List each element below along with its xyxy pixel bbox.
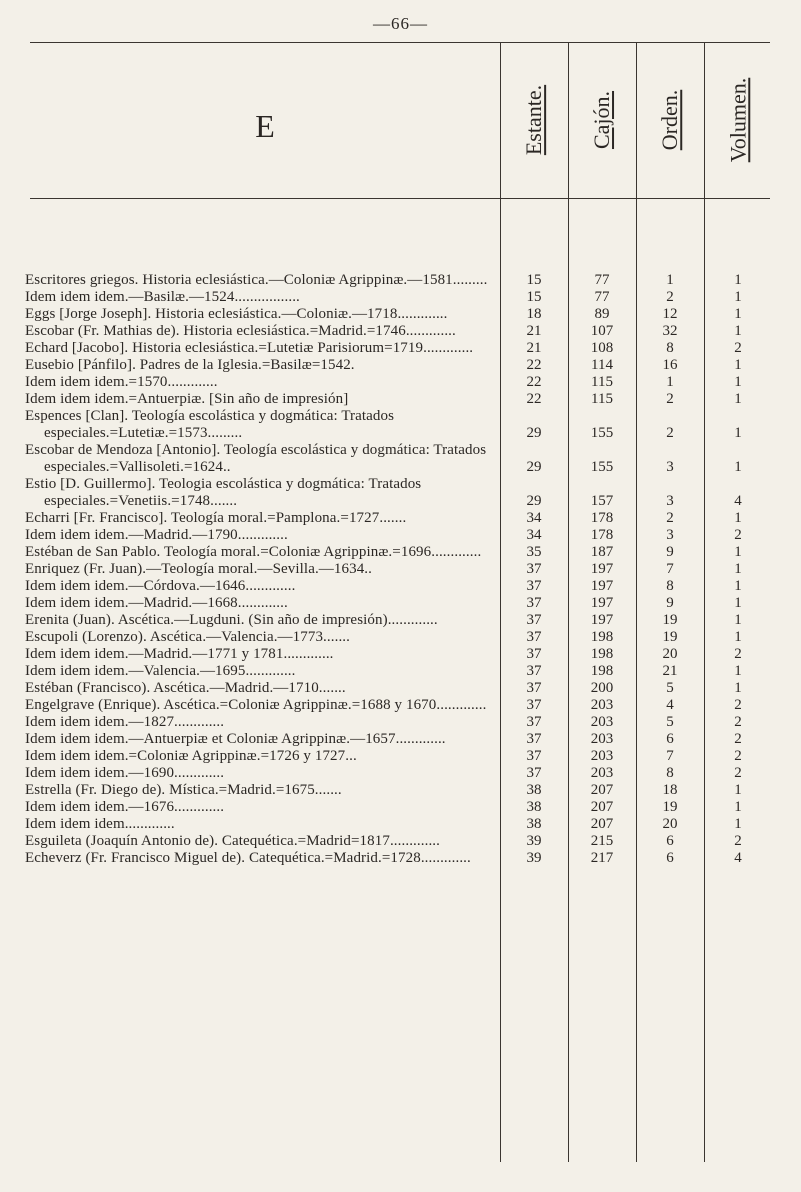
entry-title: Estrella (Fr. Diego de). Mística.=Madrid.=1675....... <box>25 782 342 798</box>
entry-orden: 3 <box>666 493 674 509</box>
entry-cajon: 198 <box>590 629 614 645</box>
entry-estante: 37 <box>526 578 542 594</box>
catalog-entry <box>0 289 801 306</box>
catalog-entry <box>0 646 801 663</box>
entry-orden: 8 <box>666 765 674 781</box>
entry-volumen: 4 <box>734 493 742 509</box>
entry-orden: 2 <box>666 425 674 441</box>
catalog-entry <box>0 578 801 595</box>
entry-volumen: 1 <box>734 459 742 475</box>
catalog-entry <box>0 408 801 442</box>
column-header-volumen: Volumen. <box>725 77 751 163</box>
entry-volumen: 1 <box>734 544 742 560</box>
entry-estante: 37 <box>526 731 542 747</box>
entry-volumen: 1 <box>734 425 742 441</box>
entry-estante: 15 <box>526 289 542 305</box>
entry-title: Idem idem idem.—Madrid.—1771 y 1781............. <box>25 646 334 662</box>
entry-cajon: 207 <box>590 782 614 798</box>
entry-cajon: 115 <box>591 374 613 390</box>
entry-volumen: 1 <box>734 578 742 594</box>
catalog-entry <box>0 527 801 544</box>
entry-volumen: 2 <box>734 765 742 781</box>
entry-cajon: 207 <box>590 799 614 815</box>
catalog-entry <box>0 323 801 340</box>
entry-cajon: 115 <box>591 391 613 407</box>
entry-orden: 9 <box>666 544 674 560</box>
entry-cajon: 197 <box>590 595 614 611</box>
entry-estante: 37 <box>526 663 542 679</box>
entry-cajon: 155 <box>590 425 614 441</box>
entry-title: Idem idem idem.—1676............. <box>25 799 225 815</box>
header-bottom-rule <box>30 198 770 199</box>
catalog-entry <box>0 357 801 374</box>
entry-orden: 7 <box>666 748 674 764</box>
entry-cajon: 215 <box>590 833 614 849</box>
catalog-entry <box>0 731 801 748</box>
catalog-entry <box>0 680 801 697</box>
entry-cajon: 197 <box>590 561 614 577</box>
entry-estante: 22 <box>526 357 542 373</box>
catalog-entry <box>0 544 801 561</box>
entry-estante: 37 <box>526 714 542 730</box>
entry-title: Estéban (Francisco). Ascética.—Madrid.—1710....... <box>25 680 346 696</box>
catalog-entry <box>0 612 801 629</box>
catalog-entry <box>0 595 801 612</box>
entry-cajon: 157 <box>590 493 614 509</box>
entry-volumen: 1 <box>734 289 742 305</box>
entry-title: Echeverz (Fr. Francisco Miguel de). Catequética.=Madrid.=1728............. <box>25 850 471 866</box>
entry-cajon: 108 <box>590 340 614 356</box>
entry-estante: 35 <box>526 544 542 560</box>
entry-volumen: 2 <box>734 833 742 849</box>
entry-volumen: 1 <box>734 391 742 407</box>
catalog-entry <box>0 782 801 799</box>
entry-volumen: 2 <box>734 731 742 747</box>
entry-orden: 3 <box>666 459 674 475</box>
entry-estante: 15 <box>526 272 542 288</box>
entry-estante: 39 <box>526 833 542 849</box>
entry-estante: 38 <box>526 816 542 832</box>
entry-cajon: 155 <box>590 459 614 475</box>
entry-cajon: 107 <box>590 323 614 339</box>
catalog-entry <box>0 799 801 816</box>
entry-title: Idem idem idem.—Madrid.—1668............. <box>25 595 288 611</box>
entry-estante: 37 <box>526 765 542 781</box>
entry-title: Idem idem idem.=Antuerpiæ. [Sin año de impresión] <box>25 391 349 407</box>
entry-orden: 8 <box>666 578 674 594</box>
entry-estante: 37 <box>526 595 542 611</box>
entry-volumen: 1 <box>734 595 742 611</box>
entry-volumen: 2 <box>734 646 742 662</box>
entry-estante: 34 <box>526 527 542 543</box>
entry-volumen: 2 <box>734 340 742 356</box>
entry-estante: 37 <box>526 697 542 713</box>
entry-title: Espences [Clan]. Teología escolástica y dogmática: Tratados especiales.=Lutetiæ.=1573......... <box>25 408 395 441</box>
entry-estante: 21 <box>526 340 542 356</box>
catalog-entry <box>0 442 801 476</box>
entry-volumen: 1 <box>734 374 742 390</box>
entry-estante: 38 <box>526 782 542 798</box>
entry-orden: 2 <box>666 391 674 407</box>
entry-estante: 37 <box>526 680 542 696</box>
entry-title: Escobar de Mendoza [Antonio]. Teología escolástica y dogmática: Tratados especiales.=Vallisoleti.=1624.. <box>25 442 487 475</box>
entry-cajon: 203 <box>590 697 614 713</box>
entry-orden: 20 <box>662 816 678 832</box>
entry-title: Idem idem idem.—Valencia.—1695............. <box>25 663 296 679</box>
entry-estante: 29 <box>526 459 542 475</box>
entry-volumen: 2 <box>734 697 742 713</box>
entry-cajon: 197 <box>590 578 614 594</box>
entry-title: Engelgrave (Enrique). Ascética.=Coloniæ Agrippinæ.=1688 y 1670............. <box>25 697 487 713</box>
entry-title: Eggs [Jorge Joseph]. Historia eclesiástica.—Coloniæ.—1718............. <box>25 306 448 322</box>
entry-estante: 34 <box>526 510 542 526</box>
column-header-orden: Orden. <box>656 89 682 151</box>
catalog-entry <box>0 850 801 867</box>
entry-title: Erenita (Juan). Ascética.—Lugduni. (Sin año de impresión)............. <box>25 612 438 628</box>
entry-title: Escobar (Fr. Mathias de). Historia eclesiástica.=Madrid.=1746............. <box>25 323 456 339</box>
catalog-entry <box>0 765 801 782</box>
entry-cajon: 178 <box>590 510 614 526</box>
entry-title: Idem idem idem.—Basilæ.—1524................. <box>25 289 300 305</box>
entry-cajon: 178 <box>590 527 614 543</box>
entry-cajon: 89 <box>594 306 610 322</box>
entry-orden: 1 <box>666 272 674 288</box>
catalog-entry <box>0 340 801 357</box>
entry-orden: 3 <box>666 527 674 543</box>
entry-cajon: 203 <box>590 731 614 747</box>
entry-volumen: 1 <box>734 816 742 832</box>
entry-title: Idem idem idem............. <box>25 816 175 832</box>
entry-cajon: 198 <box>590 646 614 662</box>
entry-title: Estéban de San Pablo. Teología moral.=Coloniæ Agrippinæ.=1696............. <box>25 544 482 560</box>
catalog-entry <box>0 833 801 850</box>
entry-estante: 22 <box>526 374 542 390</box>
entry-orden: 8 <box>666 340 674 356</box>
entry-orden: 21 <box>662 663 678 679</box>
entry-volumen: 1 <box>734 629 742 645</box>
catalog-entry <box>0 272 801 289</box>
entry-orden: 6 <box>666 833 674 849</box>
entry-orden: 19 <box>662 799 678 815</box>
column-header-cajon: Cajón. <box>589 90 614 150</box>
entry-estante: 37 <box>526 646 542 662</box>
entry-cajon: 114 <box>591 357 613 373</box>
entry-orden: 1 <box>666 374 674 390</box>
entry-cajon: 198 <box>590 663 614 679</box>
entry-estante: 29 <box>526 425 542 441</box>
entry-title: Eusebio [Pánfilo]. Padres de la Iglesia.=Basilæ=1542. <box>25 357 355 373</box>
entry-orden: 12 <box>662 306 678 322</box>
entry-estante: 39 <box>526 850 542 866</box>
catalog-entry <box>0 306 801 323</box>
entry-orden: 2 <box>666 510 674 526</box>
entry-volumen: 1 <box>734 782 742 798</box>
section-letter: E <box>255 108 275 144</box>
entry-title: Idem idem idem.=Coloniæ Agrippinæ.=1726 y 1727... <box>25 748 357 764</box>
entry-volumen: 1 <box>734 612 742 628</box>
entry-estante: 37 <box>526 748 542 764</box>
entry-volumen: 1 <box>734 306 742 322</box>
entry-volumen: 1 <box>734 272 742 288</box>
column-header-estante: Estante. <box>521 84 547 156</box>
entry-estante: 22 <box>526 391 542 407</box>
entry-orden: 6 <box>666 850 674 866</box>
entry-orden: 16 <box>662 357 678 373</box>
catalog-entry <box>0 629 801 646</box>
entry-cajon: 203 <box>590 714 614 730</box>
entry-orden: 20 <box>662 646 678 662</box>
entry-estante: 37 <box>526 561 542 577</box>
entry-cajon: 77 <box>594 289 610 305</box>
entry-volumen: 4 <box>734 850 742 866</box>
entry-title: Echard [Jacobo]. Historia eclesiástica.=Lutetiæ Parisiorum=1719............. <box>25 340 474 356</box>
entry-orden: 6 <box>666 731 674 747</box>
entry-cajon: 217 <box>590 850 614 866</box>
entry-volumen: 1 <box>734 680 742 696</box>
page-number: —66— <box>373 14 428 33</box>
catalog-entry <box>0 476 801 510</box>
catalog-entry <box>0 697 801 714</box>
entry-orden: 2 <box>666 289 674 305</box>
entry-cajon: 203 <box>590 748 614 764</box>
catalog-entry <box>0 748 801 765</box>
entry-estante: 18 <box>526 306 542 322</box>
entry-estante: 37 <box>526 612 542 628</box>
entry-orden: 5 <box>666 714 674 730</box>
entry-estante: 37 <box>526 629 542 645</box>
entry-orden: 19 <box>662 612 678 628</box>
entry-orden: 18 <box>662 782 678 798</box>
entry-title: Idem idem idem.—Madrid.—1790............. <box>25 527 288 543</box>
entry-volumen: 1 <box>734 663 742 679</box>
entry-orden: 5 <box>666 680 674 696</box>
entry-estante: 38 <box>526 799 542 815</box>
entry-title: Enriquez (Fr. Juan).—Teología moral.—Sevilla.—1634.. <box>25 561 372 577</box>
catalog-entry <box>0 714 801 731</box>
entry-title: Idem idem idem.—1690............. <box>25 765 225 781</box>
entry-orden: 7 <box>666 561 674 577</box>
catalog-entry <box>0 663 801 680</box>
catalog-entry <box>0 374 801 391</box>
entry-orden: 32 <box>662 323 678 339</box>
entry-title: Escritores griegos. Historia eclesiástica.—Coloniæ Agrippinæ.—1581......... <box>25 272 488 288</box>
catalog-entry <box>0 391 801 408</box>
entry-cajon: 187 <box>590 544 614 560</box>
entry-title: Idem idem idem.—1827............. <box>25 714 225 730</box>
catalog-entry <box>0 561 801 578</box>
entry-estante: 29 <box>526 493 542 509</box>
catalog-entries <box>0 272 801 867</box>
entry-cajon: 207 <box>590 816 614 832</box>
entry-cajon: 200 <box>590 680 614 696</box>
entry-cajon: 203 <box>590 765 614 781</box>
entry-title: Idem idem idem.—Antuerpiæ et Coloniæ Agrippinæ.—1657............. <box>25 731 446 747</box>
catalog-entry <box>0 816 801 833</box>
entry-title: Echarri [Fr. Francisco]. Teología moral.=Pamplona.=1727....... <box>25 510 407 526</box>
entry-volumen: 1 <box>734 510 742 526</box>
entry-volumen: 2 <box>734 714 742 730</box>
entry-title: Esguileta (Joaquín Antonio de). Catequética.=Madrid=1817............. <box>25 833 440 849</box>
entry-orden: 9 <box>666 595 674 611</box>
entry-volumen: 2 <box>734 527 742 543</box>
entry-volumen: 1 <box>734 561 742 577</box>
entry-title: Idem idem idem.=1570............. <box>25 374 218 390</box>
entry-cajon: 197 <box>590 612 614 628</box>
catalog-entry <box>0 510 801 527</box>
entry-volumen: 2 <box>734 748 742 764</box>
entry-title: Estio [D. Guillermo]. Teologia escolástica y dogmática: Tratados especiales.=Venetiis.=1748....... <box>25 476 422 509</box>
entry-volumen: 1 <box>734 799 742 815</box>
entry-title: Idem idem idem.—Córdova.—1646............. <box>25 578 296 594</box>
entry-cajon: 77 <box>594 272 610 288</box>
entry-estante: 21 <box>526 323 542 339</box>
entry-volumen: 1 <box>734 357 742 373</box>
entry-title: Escupoli (Lorenzo). Ascética.—Valencia.—1773....... <box>25 629 350 645</box>
entry-orden: 19 <box>662 629 678 645</box>
entry-orden: 4 <box>666 697 674 713</box>
entry-volumen: 1 <box>734 323 742 339</box>
